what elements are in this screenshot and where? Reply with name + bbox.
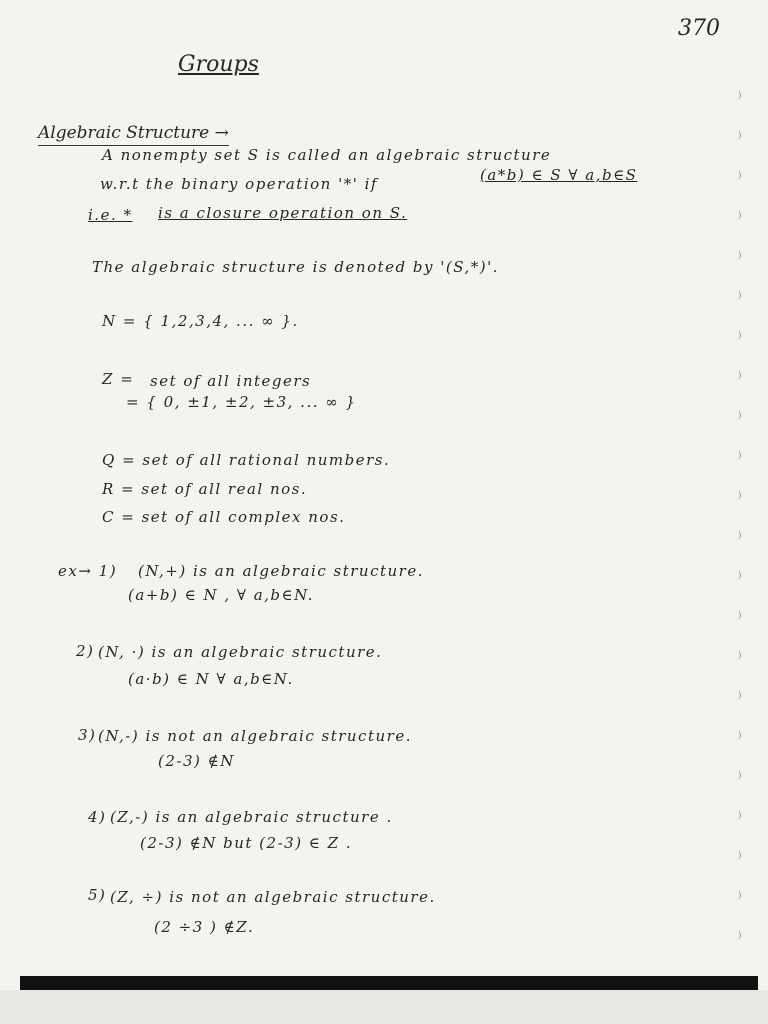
definition-condition: (a*b) ∈ S ∀ a,b∈S	[480, 166, 638, 184]
set-R: R = set of all real nos.	[102, 480, 308, 498]
binding-holes	[734, 90, 750, 970]
example-4-line-2: (2-3) ∉N but (2-3) ∈ Z .	[140, 834, 353, 852]
example-3-line-2: (2-3) ∉N	[158, 752, 235, 770]
definition-line-1: A nonempty set S is called an algebraic structure	[102, 146, 552, 164]
set-N: N = { 1,2,3,4, ... ∞ }.	[102, 312, 299, 330]
example-3-line-1: (N,-) is not an algebraic structure.	[98, 727, 412, 745]
page-number: 370	[678, 16, 720, 41]
example-1-line-1: (N,+) is an algebraic structure.	[138, 562, 424, 580]
scan-bottom-margin	[0, 990, 768, 1024]
example-1-line-2: (a+b) ∈ N , ∀ a,b∈N.	[128, 586, 315, 604]
section-heading: Algebraic Structure →	[38, 123, 229, 146]
example-4-line-1: (Z,-) is an algebraic structure .	[110, 808, 393, 826]
example-2-line-1: (N, ·) is an algebraic structure.	[98, 643, 383, 661]
example-5-line-1: (Z, ÷) is not an algebraic structure.	[110, 888, 436, 906]
example-5-label: 5)	[88, 886, 107, 904]
example-4-label: 4)	[88, 808, 107, 826]
example-2-line-2: (a·b) ∈ N ∀ a,b∈N.	[128, 670, 294, 688]
example-2-label: 2)	[76, 642, 95, 660]
set-Q: Q = set of all rational numbers.	[102, 451, 391, 469]
set-C: C = set of all complex nos.	[102, 508, 346, 526]
example-1-label: ex→ 1)	[58, 562, 118, 580]
definition-line-3-prefix: i.e. *	[88, 206, 133, 224]
scan-edge-bar	[20, 976, 758, 990]
example-3-label: 3)	[78, 726, 97, 744]
denoted-line: The algebraic structure is denoted by '(S,*)'.	[92, 258, 499, 276]
example-5-line-2: (2 ÷3 ) ∉Z.	[154, 918, 255, 936]
set-Z-text: set of all integers	[150, 372, 312, 390]
definition-line-2: w.r.t the binary operation '*' if	[100, 175, 378, 193]
set-Z-value: = { 0, ±1, ±2, ±3, ... ∞ }	[126, 393, 357, 411]
page-title: Groups	[178, 52, 259, 77]
definition-line-3: is a closure operation on S.	[158, 204, 408, 222]
set-Z-label: Z =	[102, 370, 135, 388]
